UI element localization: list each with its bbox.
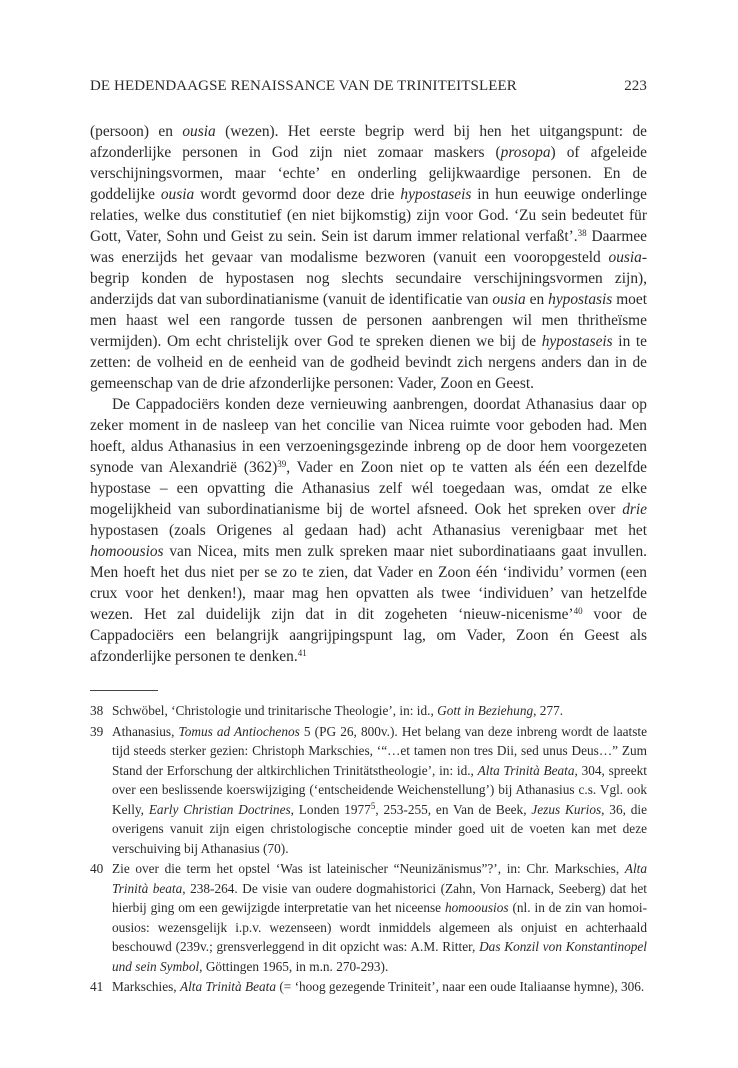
footnote-separator [90,690,158,691]
text-run: (nl. in de zin van homoi-ousios: wezensgelijk i.p.v. wezenseen) wordt inmiddels algemeen als onjuist en achterhaald beschouwd (239v.; grensverleggend in dit opzicht was: A.M. Ritter, [112,900,647,954]
italic-term: prosopa [500,144,551,161]
book-title: Early Christian Doctrines [148,801,291,817]
paragraph-2 [90,394,647,667]
text-run: Schwöbel, ‘Christologie und trinitarische Theologie’, in: id., [112,703,438,718]
text-run: , 253-255, en Van de Beek, [375,801,532,817]
text-run: en [525,291,549,308]
text-run: (persoon) en [90,123,183,140]
book-title: Das Konzil von Konstantinopel und sein Symbol [112,939,647,974]
text-run: in te zetten: de volheid en de eenheid van de godheid bevindt zich nergens anders dan in de gemeenschap van de drie afzonderlijke personen: Vader, Zoon en Geest. [90,333,647,392]
footnotes [90,701,647,998]
footnote-text [112,859,647,976]
text-run: Markschies, [112,979,180,994]
footnote-40 [90,859,647,976]
text-run: , Londen 1977 [290,801,371,817]
book-title: Tomus ad Antiochenos [178,723,300,739]
italic-term: drie [622,501,647,518]
italic-term: ousia [608,249,642,266]
footnote-number: 41 [90,979,104,994]
footnote-number: 38 [90,703,104,718]
footnote-ref-40[interactable]: 40 [573,606,583,616]
footnote-ref-41[interactable]: 41 [297,648,307,658]
footnote-text [112,701,647,721]
text-run: van Nicea, mits men zulk spreken maar niet subordinatiaans gaat invullen. Men hoeft het dus niet per se zo te zien, dat Vader en Zoon één ‘individu’ vormen (een crux voor het denken!), maar mag hen opvatten als twee ‘individuen’ van hetzelfde wezen. Het zal duidelijk zijn dat in dit zogeheten ‘nieuw-nicenisme’ [90,543,647,623]
footnote-text [112,722,647,859]
italic-term: hypostaseis [400,186,472,203]
footnote-text [112,977,647,997]
italic-term: ousia [182,123,216,140]
text-run: hypostasen (zoals Origenes al gedaan had) acht Athanasius verenigbaar met het [90,522,647,539]
footnote-41 [90,977,647,997]
text-run: De Cappadociërs konden deze vernieuwing aanbrengen, doordat Athanasius daar op zeker moment in de nasleep van het concilie van Nicea ruimte voor geboden had. Men hoeft, aldus Athanasius in een verzoeningsgezinde inbreng op de door hem voorgezeten synode van Alexandrië (362) [90,396,647,476]
italic-term: ousia [160,186,195,203]
italic-term: hypostaseis [541,333,613,350]
book-title: Gott in Beziehung [437,703,534,718]
footnote-ref-39[interactable]: 39 [277,459,287,469]
book-title: Jezus Kurios [531,801,602,817]
text-run: (= ‘hoog gezegende Triniteit’, naar een oude Italiaanse hymne), 306. [276,979,645,994]
footnote-number: 39 [90,723,104,739]
text-run: , Vader en Zoon niet op te vatten als één een dezelfde hypostase – een opvatting die Athanasius zelf wél toegedaan was, omdat ze elke mogelijkheid van subordinatianisme bij de wortel afsneed. Ook het spreken over [90,459,647,518]
text-run: , 277. [533,703,564,718]
footnote-number: 40 [90,861,104,876]
paragraph-1 [90,121,647,394]
text-run: Daarmee was enerzijds het gevaar van modalisme bezworen (vanuit een vooropgesteld [90,228,647,266]
page-number: 223 [624,78,647,94]
text-run: ) of afgeleide verschijningsvormen, maar ‘echte’ en onderling gelijkwaardige personen. En de goddelijke [90,144,647,203]
body-text [90,121,647,667]
italic-term: ousia [492,291,526,308]
text-run: Zie over die term het opstel ‘Was ist lateinischer “Neunizänismus”?’, in: Chr. Markschies, [112,861,625,876]
text-run: , 238-264. De visie van oudere dogmahistorici (Zahn, Von Harnack, Seeberg) dat het hierbij ging om een gewijzigde interpretatie van het niceense [112,880,647,915]
italic-term: homoousios [90,543,164,560]
text-run: , Göttingen 1965, in m.n. 270-293). [199,958,389,974]
text-run: -begrip konden de hypostasen nog slechts secundaire verschijningsvormen zijn), anderzijds dat van subordinatianisme (vanuit de identificatie van [90,249,647,308]
text-run: voor de Cappadociërs een belangrijk aangrijpingspunt lag, om Vader, Zoon én Geest als afzonderlijke personen te denken. [90,606,648,665]
text-run: 5 (PG 26, 800v.). Het belang van deze inbreng wordt de laatste tijd steeds sterker gezien: Christoph Markschies, ‘“…et tamen non tres Dii, sed unus Deus…” Zum Stand der Erforschung der altkirchlichen Trinitätstheologie’, in: id., [112,723,647,778]
text-run: in hun eeuwige onderlinge relaties, welke dus constitutief (en niet bijkomstig) zijn voor God. ‘Zu sein bedeutet für Gott, Vater, Sohn und Geist zu sein. Sein ist darum immer relational verfaßt’. [90,186,647,245]
text-run: (wezen). Het eerste begrip werd bij hen het uitgangspunt: de afzonderlijke personen in God zijn niet zomaar maskers ( [90,123,647,161]
text-run: wordt gevormd door deze drie [194,186,401,203]
book-title: Alta Trinità Beata [477,762,575,778]
book-title: Alta Trinità beata [112,861,647,896]
edition-superscript: 5 [370,800,376,811]
running-title: DE HEDENDAAGSE RENAISSANCE VAN DE TRINITEITSLEER [90,78,517,94]
italic-term: homoousios [445,900,509,915]
footnote-39 [90,722,647,859]
text-run: , 304, spreekt over een beslissende koerswijziging (‘entscheidende Weichenstellung’) bij Athanasius c.s. Vgl. ook Kelly, [112,762,647,817]
footnote-38 [90,701,647,721]
text-run: , 36, die overigens vanuit zijn eigen christologische conceptie minder goed uit de voeten kan met deze verschuiving bij Athanasius (70). [112,801,647,856]
italic-term: hypostasis [548,291,613,308]
text-run: Athanasius, [112,723,179,739]
text-run: moet men haast wel een rangorde tussen de personen aanbrengen wil men thritheïsme vermijden). Om echt christelijk over God te spreken dienen we bij de [90,291,647,350]
book-title: Alta Trinità Beata [179,979,276,994]
footnote-ref-38[interactable]: 38 [577,228,587,238]
